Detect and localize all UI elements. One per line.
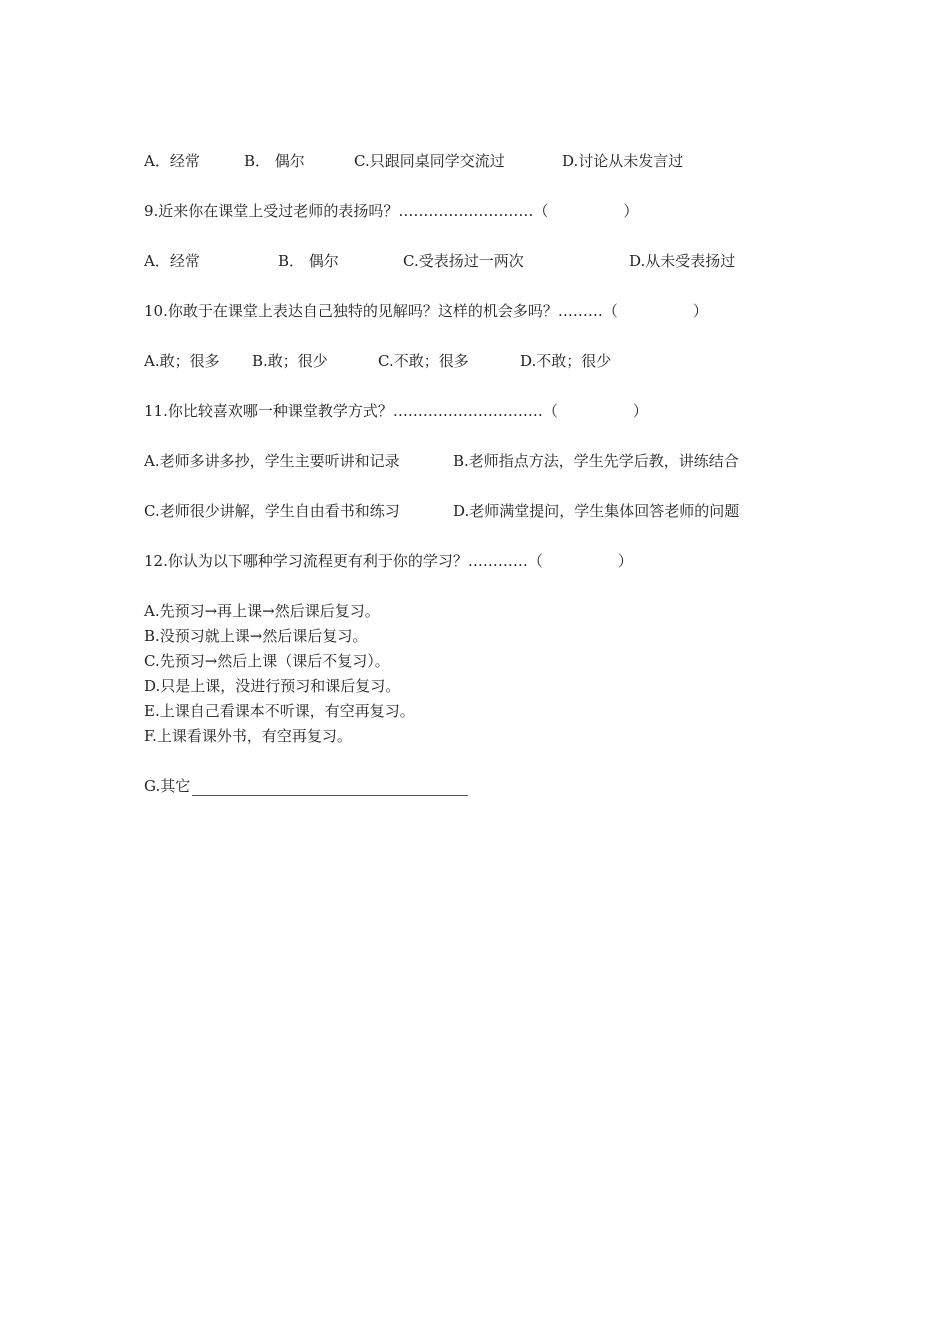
q9-options xyxy=(144,251,735,271)
q11-options-row1 xyxy=(144,451,739,471)
other-blank-line[interactable] xyxy=(192,779,468,796)
q10-option-c: C.不敢；很多 xyxy=(378,352,469,370)
q10-option-b: B.敢；很少 xyxy=(252,352,328,370)
q11-option-a: A.老师多讲多抄，学生主要听讲和记录 xyxy=(144,452,400,470)
q10-text: 10.你敢于在课堂上表达自己独特的见解吗？这样的机会多吗？ xyxy=(144,302,558,320)
q8-options xyxy=(144,151,683,171)
q9-option-b: B． 偶尔 xyxy=(278,252,339,270)
q9-question xyxy=(144,201,638,221)
q10-option-d: D.不敢；很少 xyxy=(520,352,612,370)
q8-option-c: C.只跟同桌同学交流过 xyxy=(354,152,505,170)
q11-option-c: C.老师很少讲解，学生自由看书和练习 xyxy=(144,502,400,520)
q11-text: 11.你比较喜欢哪一种课堂教学方式？ xyxy=(144,402,393,420)
q12-option-c: C.先预习→然后上课（课后不复习）。 xyxy=(144,652,390,670)
q12-option-b: B.没预习就上课→然后课后复习。 xyxy=(144,627,368,645)
q12-option-a: A.先预习→再上课→然后课后复习。 xyxy=(144,602,380,620)
q12-option-g xyxy=(144,776,468,796)
q12-option-e: E.上课自己看课本不听课，有空再复习。 xyxy=(144,702,415,720)
q9-option-c: C.受表扬过一两次 xyxy=(403,252,524,270)
q12-answer-blank: …………（ ） xyxy=(467,552,633,570)
q11-options-row2 xyxy=(144,501,739,521)
q8-option-a: A．经常 xyxy=(144,152,200,170)
q10-option-a: A.敢；很多 xyxy=(144,352,220,370)
q8-option-b: B． 偶尔 xyxy=(244,152,305,170)
q12-text: 12.你认为以下哪种学习流程更有利于你的学习？ xyxy=(144,552,468,570)
q9-option-d: D.从未受表扬过 xyxy=(629,252,736,270)
q10-question xyxy=(144,301,708,321)
q12-other-label: G.其它 xyxy=(144,777,191,795)
q9-text: 9.近来你在课堂上受过老师的表扬吗？ xyxy=(144,202,399,220)
q10-answer-blank: ………（ ） xyxy=(557,302,708,320)
q12-option-f: F.上课看课外书，有空再复习。 xyxy=(144,727,352,745)
q11-option-d: D.老师满堂提问，学生集体回答老师的问题 xyxy=(453,502,740,520)
q12-option-d: D.只是上课，没进行预习和课后复习。 xyxy=(144,677,401,695)
q8-option-d: D.讨论从未发言过 xyxy=(562,152,684,170)
q11-answer-blank: …………………………（ ） xyxy=(392,402,648,420)
q9-answer-blank: ………………………（ ） xyxy=(398,202,639,220)
q11-option-b: B.老师指点方法，学生先学后教，讲练结合 xyxy=(453,452,739,470)
q11-question xyxy=(144,401,648,421)
q10-options xyxy=(144,351,611,371)
q9-option-a: A．经常 xyxy=(144,252,200,270)
q12-question xyxy=(144,551,633,571)
